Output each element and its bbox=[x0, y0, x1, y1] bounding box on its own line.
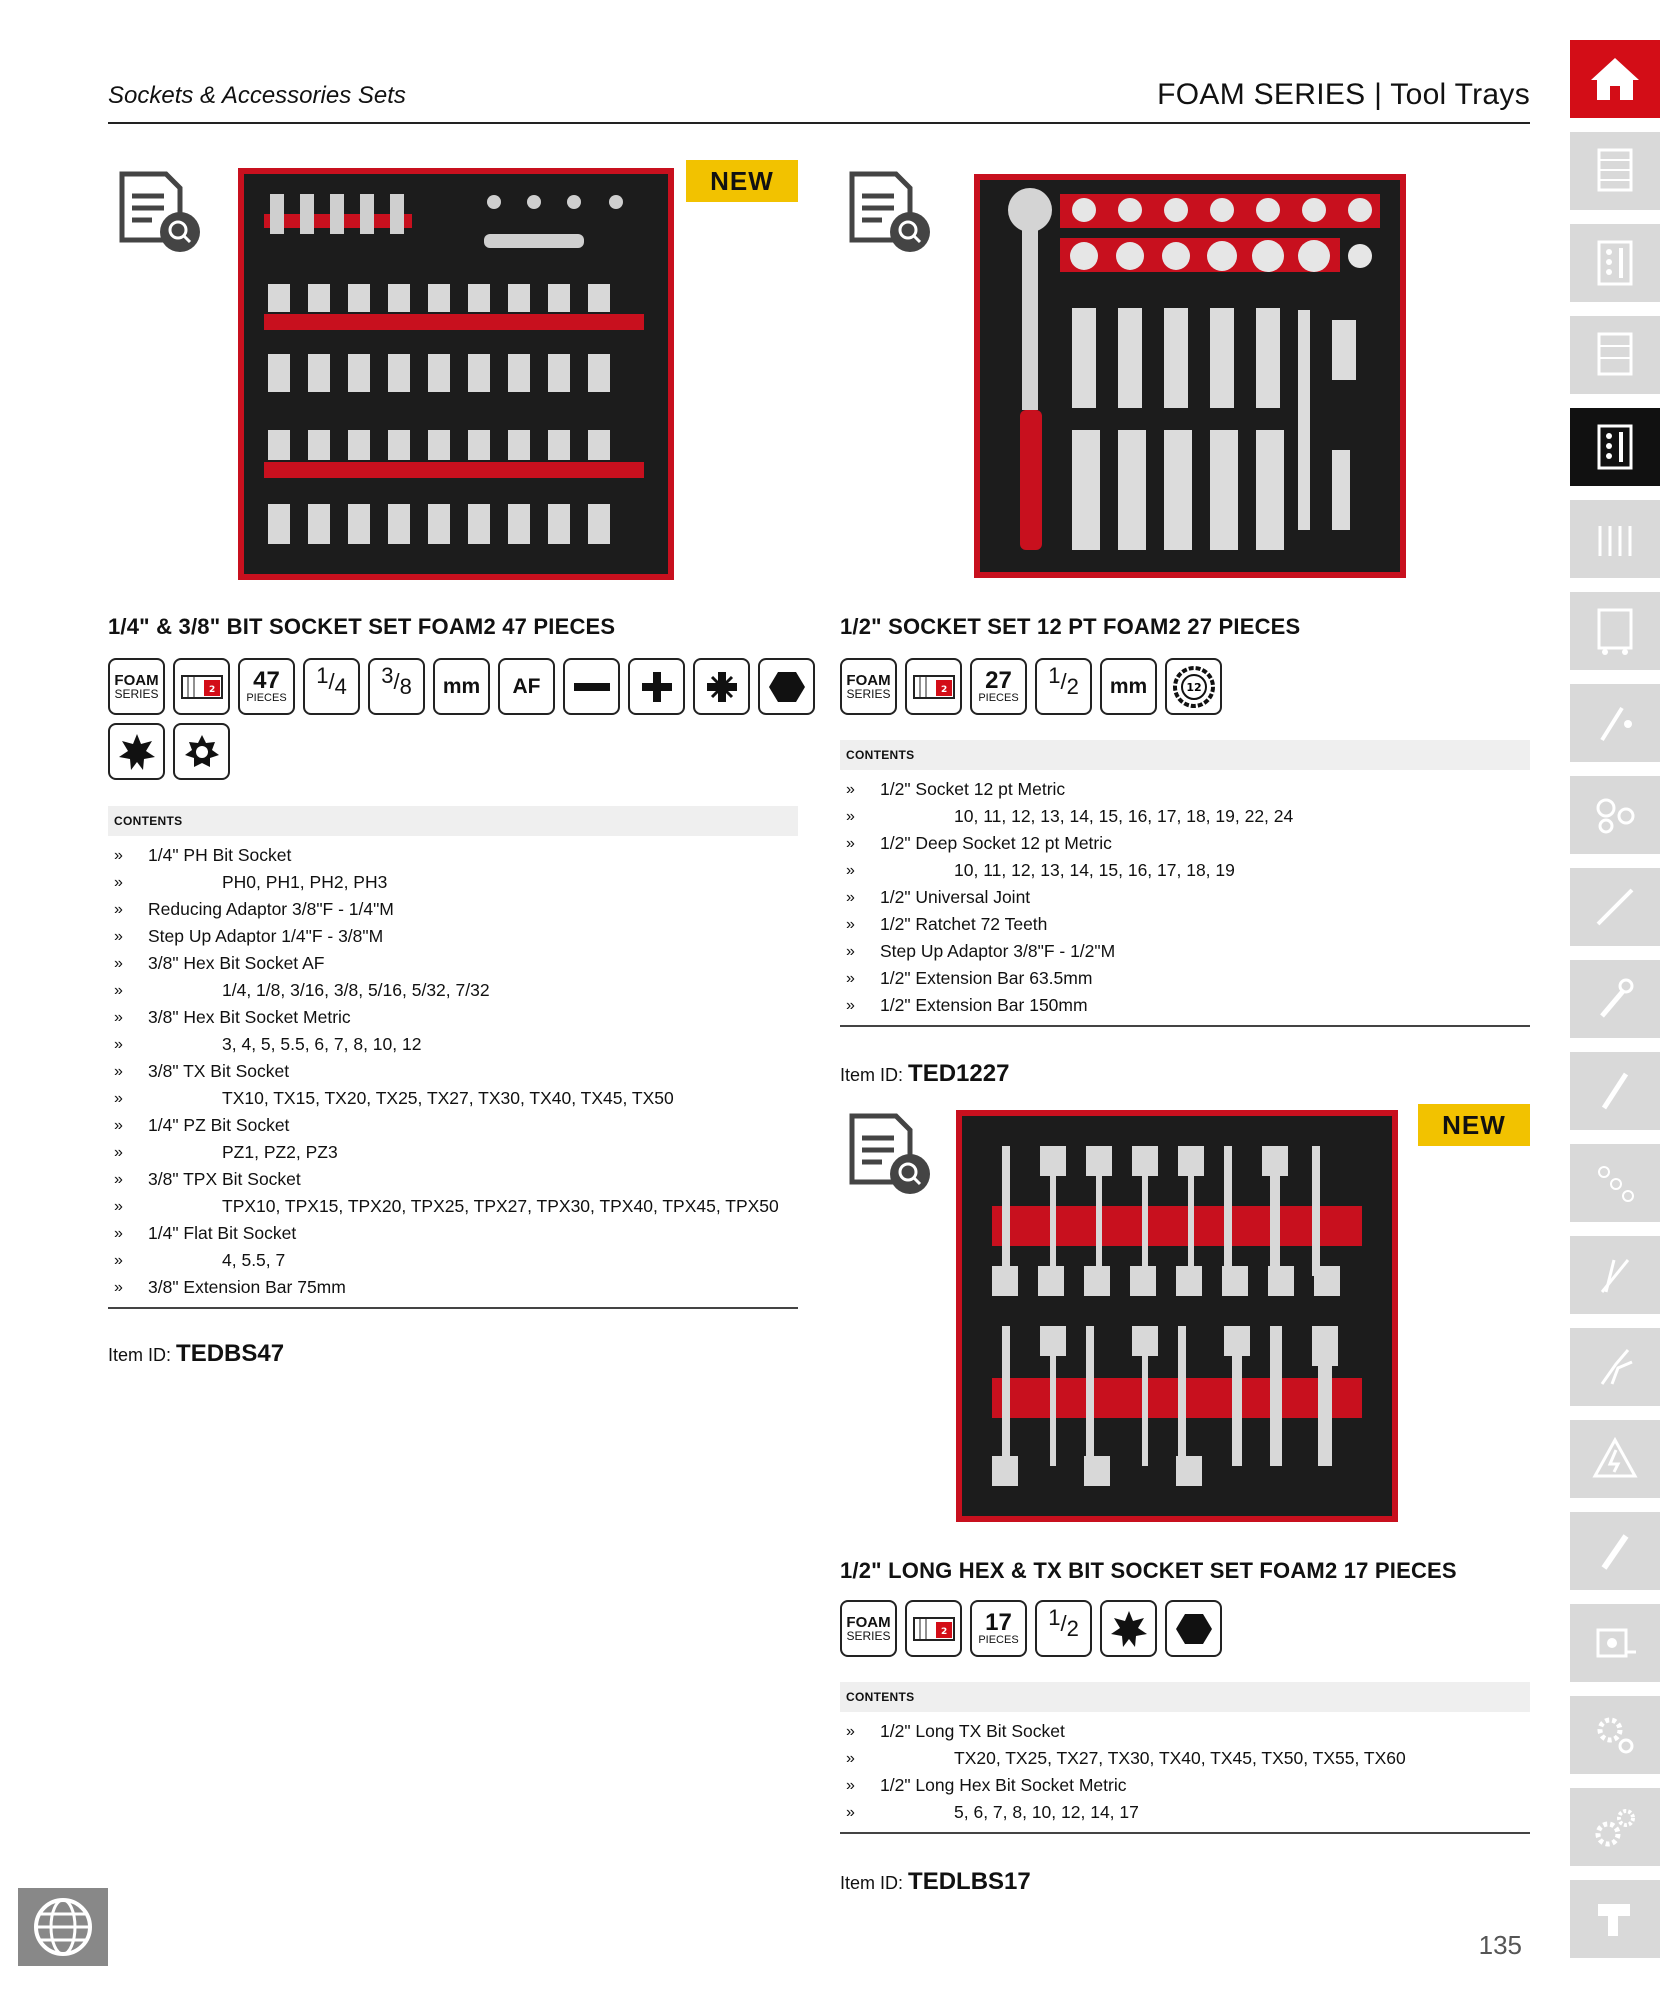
list-item: » 1/4" PZ Bit Socket bbox=[108, 1112, 798, 1139]
list-item: » 3/8" TPX Bit Socket bbox=[108, 1166, 798, 1193]
metric-mm-icon: mm bbox=[433, 658, 490, 715]
header-section-title: Sockets & Accessories Sets bbox=[108, 82, 406, 109]
document-search-icon[interactable] bbox=[842, 1108, 932, 1198]
list-item: » TX10, TX15, TX20, TX25, TX27, TX30, TX40, TX45, TX50 bbox=[108, 1085, 798, 1112]
drive-quarter-icon: 1 / 4 bbox=[303, 658, 360, 715]
document-search-icon[interactable] bbox=[842, 166, 932, 256]
page-number: 135 bbox=[1478, 1930, 1522, 1960]
phillips-bit-icon bbox=[628, 658, 685, 715]
list-item: » 3, 4, 5, 5.5, 6, 7, 8, 10, 12 bbox=[108, 1031, 798, 1058]
document-search-icon[interactable] bbox=[112, 166, 202, 256]
item-id-value: TEDBS47 bbox=[176, 1340, 285, 1367]
feature-icons bbox=[840, 658, 1340, 715]
torx-bit-icon bbox=[1100, 1600, 1157, 1657]
list-item: » 10, 11, 12, 13, 14, 15, 16, 17, 18, 19, 22, 24 bbox=[840, 803, 1530, 830]
new-badge: NEW bbox=[1418, 1104, 1530, 1146]
drill-icon bbox=[1592, 1896, 1638, 1942]
header-rule bbox=[108, 122, 1530, 124]
sidebar-item-screwdrivers[interactable] bbox=[1570, 868, 1660, 946]
list-item: » 1/2" Long TX Bit Socket bbox=[840, 1718, 1530, 1745]
sidebar-item-spanners[interactable] bbox=[1570, 500, 1660, 578]
list-item: » 4, 5.5, 7 bbox=[108, 1247, 798, 1274]
drive-three-eighth-icon: 3 / 8 bbox=[368, 658, 425, 715]
drive-half-icon: 1 / 2 bbox=[1035, 1600, 1092, 1657]
sidebar-item-wrenches[interactable] bbox=[1570, 960, 1660, 1038]
contents-rule bbox=[840, 1832, 1530, 1834]
knife-icon bbox=[1592, 1528, 1638, 1574]
piece-count-icon: 17 PIECES bbox=[970, 1600, 1027, 1657]
foam-series-icon: FOAM SERIES bbox=[840, 658, 897, 715]
trolley-icon bbox=[1595, 606, 1635, 656]
warning-electric-icon bbox=[1592, 1436, 1638, 1482]
product-title: 1/2" SOCKET SET 12 PT FOAM2 27 PIECES bbox=[840, 614, 1301, 639]
multi-tool-icon bbox=[1592, 1252, 1638, 1298]
torx-bit-icon bbox=[108, 723, 165, 780]
list-item: » Reducing Adaptor 3/8"F - 1/4"M bbox=[108, 896, 798, 923]
drive-half-icon: 1 / 2 bbox=[1035, 658, 1092, 715]
ratchet-icon bbox=[1592, 700, 1638, 746]
category-sidebar bbox=[1570, 40, 1660, 1972]
item-id: Item ID: TEDLBS17 bbox=[840, 1868, 1031, 1895]
sidebar-item-automotive[interactable] bbox=[1570, 1696, 1660, 1774]
home-icon bbox=[1589, 56, 1641, 102]
sidebar-item-pliers[interactable] bbox=[1570, 1328, 1660, 1406]
sidebar-item-tool-chests[interactable] bbox=[1570, 132, 1660, 210]
new-badge: NEW bbox=[686, 160, 798, 202]
contents-table bbox=[840, 740, 1530, 1027]
cabinet-icon bbox=[1595, 330, 1635, 380]
list-item: » 3/8" Hex Bit Socket AF bbox=[108, 950, 798, 977]
svg-text:12: 12 bbox=[1185, 680, 1202, 694]
list-item: » 10, 11, 12, 13, 14, 15, 16, 17, 18, 19 bbox=[840, 857, 1530, 884]
hex-bit-icon bbox=[758, 658, 815, 715]
list-item: » 1/2" Universal Joint bbox=[840, 884, 1530, 911]
product-image-long-bit-set bbox=[956, 1110, 1398, 1522]
hex-bit-icon bbox=[1165, 1600, 1222, 1657]
sidebar-item-multi-tools[interactable] bbox=[1570, 1236, 1660, 1314]
list-item: » 1/2" Socket 12 pt Metric bbox=[840, 776, 1530, 803]
svg-text:2: 2 bbox=[940, 684, 947, 695]
sidebar-item-workshop[interactable] bbox=[1570, 1788, 1660, 1866]
list-item: » 5, 6, 7, 8, 10, 12, 14, 17 bbox=[840, 1799, 1530, 1826]
metric-mm-icon: mm bbox=[1100, 658, 1157, 715]
list-item: » 1/2" Long Hex Bit Socket Metric bbox=[840, 1772, 1530, 1799]
socket-set-icon bbox=[1595, 422, 1635, 472]
list-item: » 3/8" TX Bit Socket bbox=[108, 1058, 798, 1085]
sidebar-item-cutting[interactable] bbox=[1570, 1512, 1660, 1590]
piece-count-icon: 27 PIECES bbox=[970, 658, 1027, 715]
list-item: » PZ1, PZ2, PZ3 bbox=[108, 1139, 798, 1166]
tray-size-icon bbox=[905, 1600, 962, 1657]
product-title: 1/4" & 3/8" BIT SOCKET SET FOAM2 47 PIECES bbox=[108, 614, 616, 639]
sidebar-item-power-tools[interactable] bbox=[1570, 1880, 1660, 1958]
contents-table bbox=[108, 806, 798, 1309]
feature-icons bbox=[108, 658, 828, 780]
torx-plus-bit-icon bbox=[173, 723, 230, 780]
contents-heading: CONTENTS bbox=[840, 1682, 1530, 1712]
svg-text:2: 2 bbox=[208, 684, 215, 695]
item-id-value: TED1227 bbox=[908, 1060, 1010, 1087]
product-image-bit-socket-set bbox=[238, 168, 674, 580]
pozidriv-bit-icon bbox=[693, 658, 750, 715]
sidebar-item-tool-kits[interactable] bbox=[1570, 224, 1660, 302]
sidebar-item-roller-cabinets[interactable] bbox=[1570, 316, 1660, 394]
list-item: » 3/8" Hex Bit Socket Metric bbox=[108, 1004, 798, 1031]
screwdriver-icon bbox=[1592, 884, 1638, 930]
socket-tray-icon bbox=[1595, 238, 1635, 288]
list-item: » 1/4, 1/8, 3/16, 3/8, 5/16, 5/32, 7/32 bbox=[108, 977, 798, 1004]
foam-series-icon: FOAM SERIES bbox=[108, 658, 165, 715]
cogs-icon bbox=[1592, 1804, 1638, 1850]
list-item: » 1/2" Ratchet 72 Teeth bbox=[840, 911, 1530, 938]
imperial-af-icon: AF bbox=[498, 658, 555, 715]
list-item: » TPX10, TPX15, TPX20, TPX25, TPX27, TPX30, TPX40, TPX45, TPX50 bbox=[108, 1193, 798, 1220]
home-button[interactable] bbox=[1570, 40, 1660, 118]
tray-size-icon bbox=[173, 658, 230, 715]
sidebar-item-trolleys[interactable] bbox=[1570, 592, 1660, 670]
tape-measure-icon bbox=[1592, 1620, 1638, 1666]
flat-bit-icon bbox=[563, 658, 620, 715]
item-id-value: TEDLBS17 bbox=[908, 1868, 1031, 1895]
gear-icon bbox=[1592, 1712, 1638, 1758]
piece-count-icon: 47 PIECES bbox=[238, 658, 295, 715]
foam-series-icon: FOAM SERIES bbox=[840, 1600, 897, 1657]
list-item: » 1/4" Flat Bit Socket bbox=[108, 1220, 798, 1247]
sidebar-item-electrical[interactable] bbox=[1570, 1420, 1660, 1498]
item-id: Item ID: TED1227 bbox=[840, 1060, 1010, 1087]
feature-icons bbox=[840, 1600, 1340, 1657]
list-item: » 1/2" Extension Bar 63.5mm bbox=[840, 965, 1530, 992]
header-catalog-title: FOAM SERIES | Tool Trays bbox=[1157, 78, 1530, 111]
spanner-set-icon bbox=[1592, 516, 1638, 562]
list-item: » PH0, PH1, PH2, PH3 bbox=[108, 869, 798, 896]
sidebar-item-ratchets[interactable] bbox=[1570, 684, 1660, 762]
sidebar-item-measuring[interactable] bbox=[1570, 1604, 1660, 1682]
product-title: 1/2" LONG HEX & TX BIT SOCKET SET FOAM2 17 PIECES bbox=[840, 1558, 1457, 1583]
contents-rule bbox=[840, 1025, 1530, 1027]
tool-chest-icon bbox=[1595, 146, 1635, 196]
list-item: » 3/8" Extension Bar 75mm bbox=[108, 1274, 798, 1301]
sidebar-item-accessories[interactable] bbox=[1570, 776, 1660, 854]
bit-icon bbox=[1592, 1160, 1638, 1206]
list-item: » 1/4" PH Bit Socket bbox=[108, 842, 798, 869]
pliers-icon bbox=[1592, 1344, 1638, 1390]
tray-size-icon bbox=[905, 658, 962, 715]
list-item: » TX20, TX25, TX27, TX30, TX40, TX45, TX50, TX55, TX60 bbox=[840, 1745, 1530, 1772]
socket-icon bbox=[1592, 792, 1638, 838]
list-item: » 1/2" Deep Socket 12 pt Metric bbox=[840, 830, 1530, 857]
sidebar-item-drivers[interactable] bbox=[1570, 1052, 1660, 1130]
sidebar-item-bits[interactable] bbox=[1570, 1144, 1660, 1222]
list-item: » Step Up Adaptor 1/4"F - 3/8"M bbox=[108, 923, 798, 950]
contents-rule bbox=[108, 1307, 798, 1309]
wrench-icon bbox=[1592, 976, 1638, 1022]
contents-table bbox=[840, 1682, 1530, 1834]
globe-icon bbox=[32, 1896, 94, 1958]
contents-heading: CONTENTS bbox=[840, 740, 1530, 770]
twelve-point-icon bbox=[1165, 658, 1222, 715]
contents-heading: CONTENTS bbox=[108, 806, 798, 836]
list-item: » Step Up Adaptor 3/8"F - 1/2"M bbox=[840, 938, 1530, 965]
svg-text:2: 2 bbox=[940, 1626, 947, 1637]
list-item: » 1/2" Extension Bar 150mm bbox=[840, 992, 1530, 1019]
website-button[interactable] bbox=[18, 1888, 108, 1966]
sidebar-item-sockets[interactable] bbox=[1570, 408, 1660, 486]
product-image-socket-set bbox=[974, 174, 1406, 578]
driver-icon bbox=[1592, 1068, 1638, 1114]
item-id: Item ID: TEDBS47 bbox=[108, 1340, 285, 1367]
